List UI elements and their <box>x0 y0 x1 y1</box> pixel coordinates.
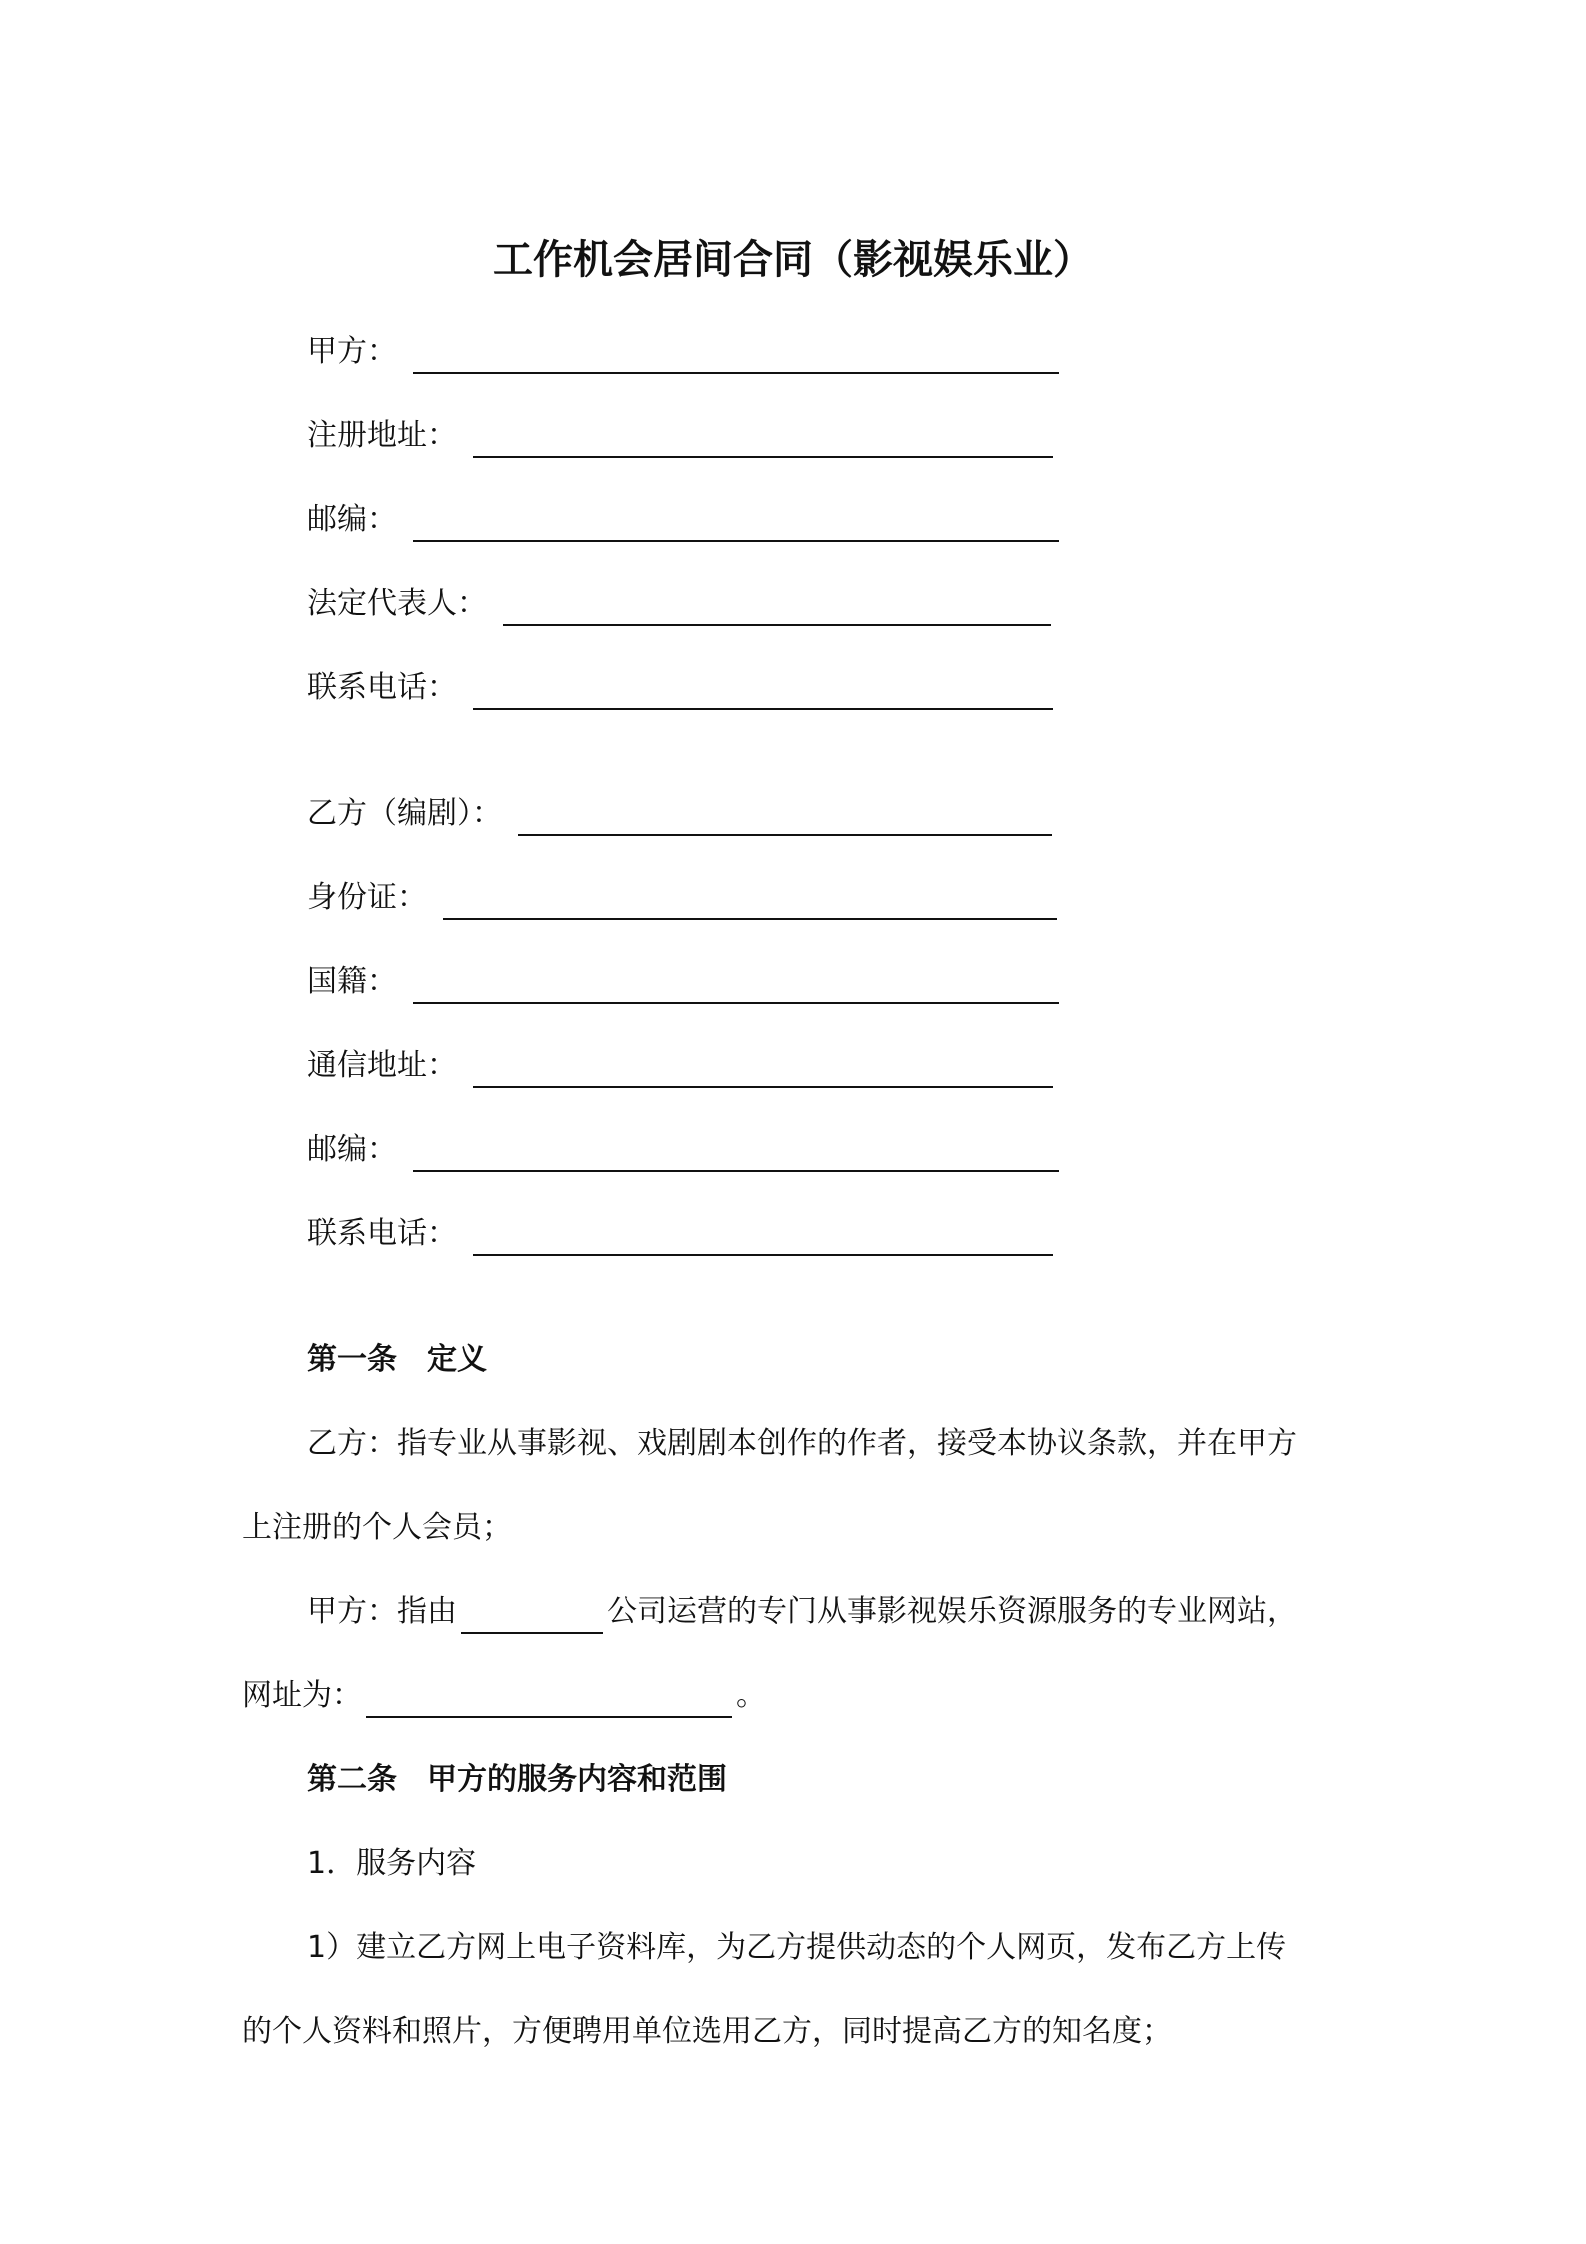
website-url-blank[interactable] <box>366 1680 732 1718</box>
party-a-phone-field <box>307 666 1053 710</box>
party-a-postcode-field <box>307 498 1059 542</box>
party-b-nationality-blank[interactable] <box>413 962 1059 1004</box>
article-1-para-2-suffix: 公司运营的专门从事影视娱乐资源服务的专业网站， <box>607 1594 1297 1629</box>
article-1-para-1-line-1: 乙方：指专业从事影视、戏剧剧本创作的作者，接受本协议条款，并在甲方 <box>307 1426 1297 1461</box>
party-a-address-field <box>307 414 1053 458</box>
party-a-phone-blank[interactable] <box>473 668 1053 710</box>
party-b-id-label: 身份证： <box>307 880 427 915</box>
party-b-postcode-label: 邮编： <box>307 1132 397 1167</box>
article-1-heading: 第一条 定义 <box>307 1342 487 1377</box>
website-label: 网址为： <box>242 1678 362 1713</box>
party-b-phone-field <box>307 1212 1053 1256</box>
document-title: 工作机会居间合同（影视娱乐业） <box>493 237 1093 283</box>
party-a-postcode-label: 邮编： <box>307 502 397 537</box>
party-b-id-field <box>307 876 1057 920</box>
company-name-blank[interactable] <box>461 1596 603 1634</box>
party-b-name-blank[interactable] <box>518 794 1052 836</box>
party-b-id-blank[interactable] <box>443 878 1057 920</box>
party-b-address-field <box>307 1044 1053 1088</box>
article-1-para-2-prefix: 甲方：指由 <box>307 1594 457 1629</box>
party-b-postcode-field <box>307 1128 1059 1172</box>
party-b-phone-blank[interactable] <box>473 1214 1053 1256</box>
party-a-address-blank[interactable] <box>473 416 1053 458</box>
party-a-address-label: 注册地址： <box>307 418 457 453</box>
article-1-para-2-line-1 <box>307 1590 1297 1634</box>
article-2-item-1: 1．服务内容 <box>307 1846 477 1881</box>
article-2-sub-1-line-1: 1）建立乙方网上电子资料库，为乙方提供动态的个人网页，发布乙方上传 <box>307 1930 1287 1965</box>
article-2-sub-1-line-2: 的个人资料和照片，方便聘用单位选用乙方，同时提高乙方的知名度； <box>242 2014 1172 2049</box>
party-a-postcode-blank[interactable] <box>413 500 1059 542</box>
party-a-legal-rep-blank[interactable] <box>503 584 1051 626</box>
party-a-name-label: 甲方： <box>307 334 397 369</box>
party-b-nationality-label: 国籍： <box>307 964 397 999</box>
party-b-name-label: 乙方（编剧）： <box>307 796 502 831</box>
party-b-postcode-blank[interactable] <box>413 1130 1059 1172</box>
party-b-phone-label: 联系电话： <box>307 1216 457 1251</box>
party-b-address-blank[interactable] <box>473 1046 1053 1088</box>
article-1-para-1-line-2: 上注册的个人会员； <box>242 1510 512 1545</box>
party-a-name-field <box>307 330 1059 374</box>
website-period: 。 <box>736 1678 766 1713</box>
party-b-address-label: 通信地址： <box>307 1048 457 1083</box>
party-b-name-field <box>307 792 1052 836</box>
party-a-name-blank[interactable] <box>413 332 1059 374</box>
party-a-legal-rep-field <box>307 582 1051 626</box>
party-b-nationality-field <box>307 960 1059 1004</box>
party-a-phone-label: 联系电话： <box>307 670 457 705</box>
article-2-heading: 第二条 甲方的服务内容和范围 <box>307 1762 727 1797</box>
party-a-legal-rep-label: 法定代表人： <box>307 586 487 621</box>
article-1-para-2-line-2 <box>242 1674 766 1718</box>
